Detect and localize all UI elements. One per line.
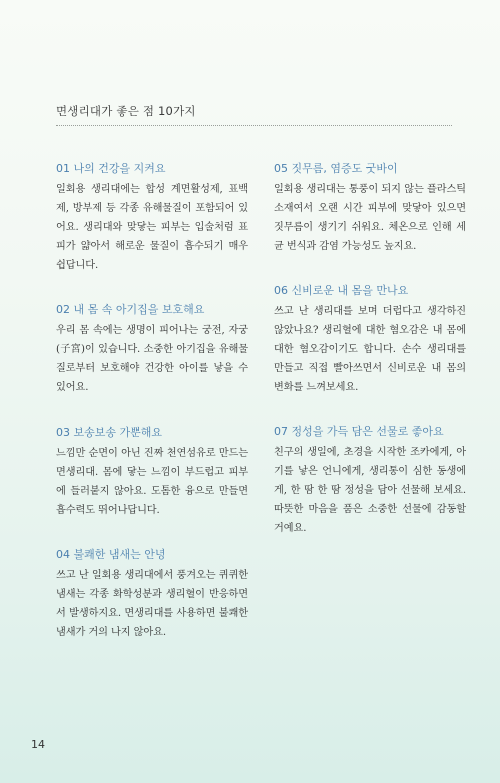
right-column [274,160,466,538]
item-07 [274,423,466,538]
title-divider [56,125,452,126]
item-02-body: 우리 몸 속에는 생명이 피어나는 궁전, 자궁(子宮)이 있습니다. 소중한 아기집을 유해물질로부터 보호해야 건강한 아이를 낳을 수 있어요. [56,325,248,393]
item-03-title: 03 보송보송 가뿐해요 [56,426,162,439]
page-number: 14 [31,738,45,751]
left-column [56,160,248,642]
item-03 [56,424,248,520]
item-05-body: 일회용 생리대는 통풍이 되지 않는 플라스틱 소재여서 오랜 시간 피부에 맞닿아 있으면 짓무름이 생기기 쉬워요. 체온으로 인해 세균 번식과 감염 가능성도 높지요. [274,184,466,252]
item-07-body: 친구의 생일에, 초경을 시작한 조카에게, 아기를 낳은 언니에게, 생리통이 심한 동생에게, 한 땀 한 땀 정성을 담아 선물해 보세요. 따뜻한 마음을 품은 소중한 선물에 감동할 거예요. [274,447,466,534]
item-01-body: 일회용 생리대에는 합성 계면활성제, 표백제, 방부제 등 각종 유해물질이 포함되어 있어요. 생리대와 맞닿는 피부는 입술처럼 표피가 얇아서 해로운 물질이 흡수되기 매우 쉽답니다. [56,184,248,271]
item-03-body: 느낌만 순면이 아닌 진짜 천연섬유로 만드는 면생리대. 몸에 닿는 느낌이 부드럽고 피부에 들러붙지 않아요. 도톰한 융으로 만들면 흡수력도 뛰어나답니다. [56,448,248,516]
item-02-title: 02 내 몸 속 아기집을 보호해요 [56,303,205,316]
item-06-title: 06 신비로운 내 몸을 만나요 [274,284,409,297]
item-05-title: 05 짓무름, 염증도 굿바이 [274,162,398,175]
item-05 [274,160,466,256]
item-01 [56,160,248,275]
item-06-body: 쓰고 난 생리대를 보며 더럽다고 생각하진 않았나요? 생리혈에 대한 혐오감은 내 몸에 대한 혐오감이기도 합니다. 손수 생리대를 만들고 직접 빨아쓰면서 신비로운 내 몸의 변화를 느껴보세요. [274,306,466,393]
item-07-title: 07 정성을 가득 담은 선물로 좋아요 [274,425,444,438]
item-04-title: 04 불쾌한 냄새는 안녕 [56,548,166,561]
item-04-body: 쓰고 난 일회용 생리대에서 풍겨오는 퀴퀴한 냄새는 각종 화학성분과 생리혈이 반응하면서 발생하지요. 면생리대를 사용하면 불쾌한 냄새가 거의 나지 않아요. [56,570,248,638]
item-04 [56,546,248,642]
page-title: 면생리대가 좋은 점 10가지 [56,104,196,118]
item-02 [56,301,248,397]
item-06 [274,282,466,397]
item-01-title: 01 나의 건강을 지켜요 [56,162,166,175]
